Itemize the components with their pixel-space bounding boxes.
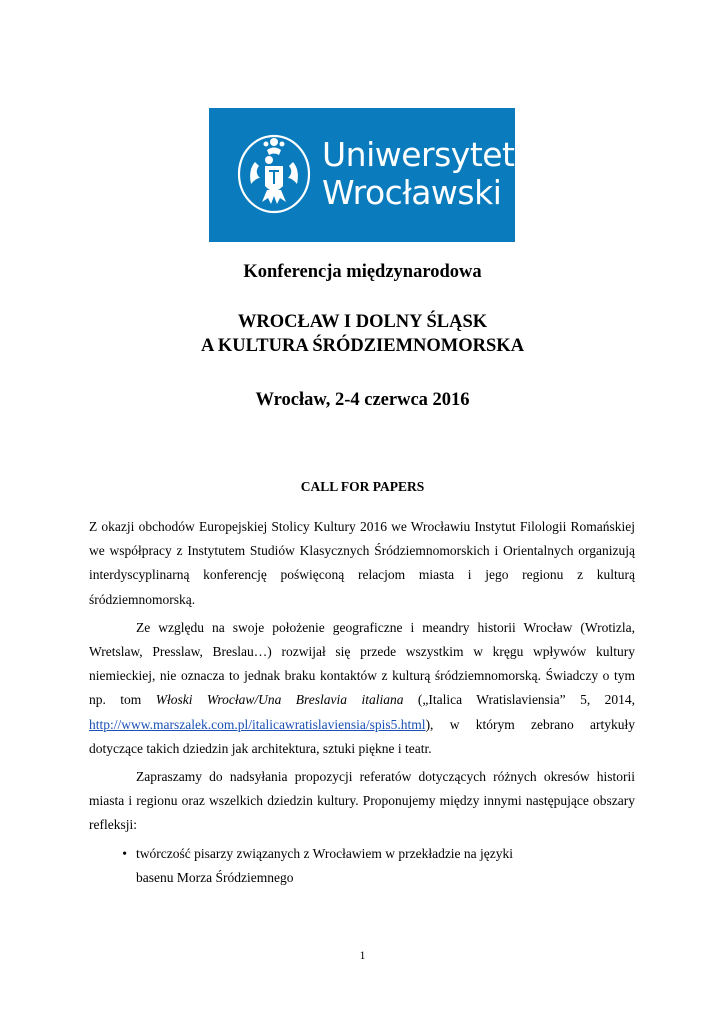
paragraph-2-text-b: („Italica Wratislaviensia” 5, 2014,	[403, 692, 635, 708]
date-place: Wrocław, 2-4 czerwca 2016	[255, 390, 470, 410]
title-line-1: WROCŁAW I DOLNY ŚLĄSK	[237, 312, 488, 332]
logo-line-2: Wrocławski	[322, 173, 502, 212]
conference-title	[0, 310, 725, 358]
logo-line-1: Uniwersytet	[322, 135, 515, 174]
journal-link[interactable]: http://www.marszalek.com.pl/italicawratislaviensia/spis5.html	[89, 716, 426, 732]
bullet-icon: •	[122, 845, 127, 861]
eagle-crest-icon	[235, 130, 313, 216]
list-item-text: twórczość pisarzy związanych z Wrocławiem w przekładzie na języki basenu Morza Śródziemnego	[136, 845, 514, 885]
paragraph-2-text-a: Ze względu na swoje położenie geograficzne i meandry historii Wrocław (Wrotizla, Wretslaw, Presslaw, Breslau…) rozwijał się przede wszystkim w kręgu wpływów kultury niemieckiej, nie oznacza to jednak braku kontaktów z kulturą śródziemnomorską. Świadczy o tym np. tom	[89, 619, 635, 708]
body-text	[89, 515, 635, 890]
paragraph-3: Zapraszamy do nadsyłania propozycji referatów dotyczących różnych okresów historii miasta i regionu oraz wszelkich dziedzin kultury. Proponujemy między innymi następujące obszary refleksji:	[89, 769, 635, 833]
title-line-2: A KULTURA ŚRÓDZIEMNOMORSKA	[200, 336, 525, 356]
call-for-papers-heading: CALL FOR PAPERS	[300, 479, 425, 494]
list-item	[89, 842, 635, 890]
conference-subtitle: Konferencja międzynarodowa	[243, 262, 482, 282]
paragraph-2-text-c: ), w którym zebrano artykuły dotyczące takich dziedzin jak architektura, sztuki piękne i teatr.	[89, 716, 635, 756]
page-number: 1	[359, 950, 366, 962]
paragraph-1: Z okazji obchodów Europejskiej Stolicy Kultury 2016 we Wrocławiu Instytut Filologii Romańskiej we współpracy z Instytutem Studiów Klasycznych Śródziemnomorskich i Orientalnych organizują interdyscyplinarną konferencję poświęconą relacjom miasta i jego regionu z kulturą śródziemnomorską.	[89, 519, 635, 607]
book-title: Włoski Wrocław/Una Breslavia italiana	[155, 692, 404, 708]
university-logo	[209, 108, 515, 242]
paragraph-2	[89, 616, 635, 761]
